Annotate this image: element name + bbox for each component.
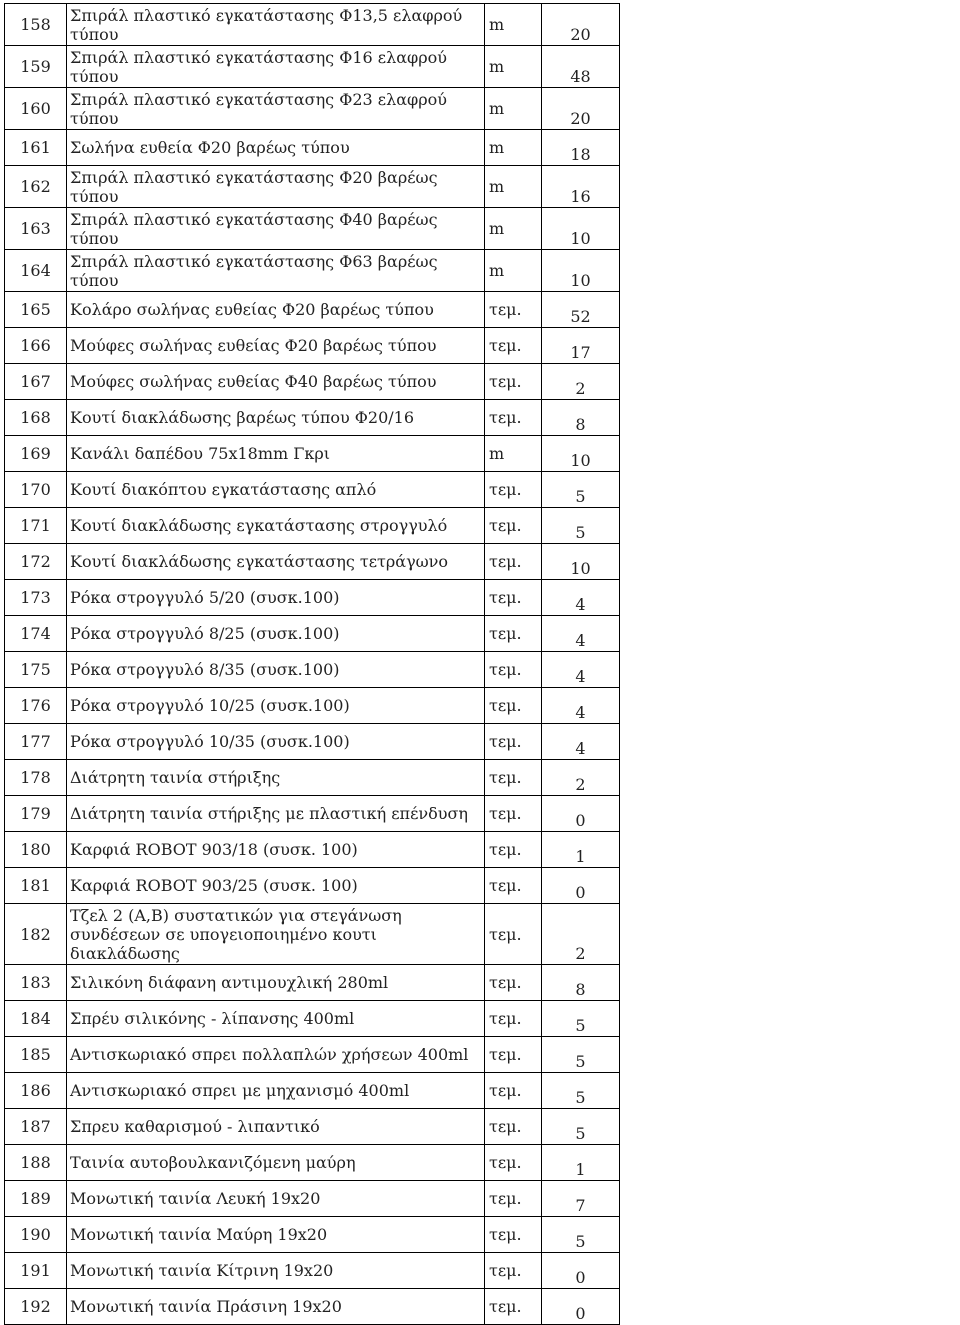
item-description: Σπιράλ πλαστικό εγκατάστασης Φ63 βαρέως τύπου [67,250,485,292]
item-unit: τεμ. [485,472,542,508]
item-quantity: 4 [542,616,620,652]
table-row [5,88,620,130]
item-quantity: 2 [542,364,620,400]
item-number: 179 [5,796,67,832]
item-quantity: 17 [542,328,620,364]
item-unit: τεμ. [485,1217,542,1253]
table-row [5,46,620,88]
item-description: Ρόκα στρογγυλό 10/35 (συσκ.100) [67,724,485,760]
item-number: 185 [5,1037,67,1073]
item-unit: τεμ. [485,688,542,724]
item-unit: τεμ. [485,1073,542,1109]
item-number: 191 [5,1253,67,1289]
table-row [5,868,620,904]
item-unit: τεμ. [485,904,542,965]
item-description: Κουτί διακόπτου εγκατάστασης απλό [67,472,485,508]
item-description: Κολάρο σωλήνας ευθείας Φ20 βαρέως τύπου [67,292,485,328]
table-row [5,965,620,1001]
item-quantity: 0 [542,868,620,904]
table-row [5,1217,620,1253]
table-row [5,652,620,688]
item-unit: m [485,166,542,208]
item-number: 189 [5,1181,67,1217]
item-description: Καρφιά ROBOT 903/25 (συσκ. 100) [67,868,485,904]
item-unit: m [485,46,542,88]
item-quantity: 2 [542,760,620,796]
item-unit: m [485,436,542,472]
item-quantity: 1 [542,1145,620,1181]
item-number: 166 [5,328,67,364]
item-description: Κουτί διακλάδωσης εγκατάστασης στρογγυλό [67,508,485,544]
item-quantity: 10 [542,208,620,250]
item-unit: τεμ. [485,1253,542,1289]
item-number: 173 [5,580,67,616]
item-description: Σπιράλ πλαστικό εγκατάστασης Φ13,5 ελαφρού τύπου [67,4,485,46]
table-row [5,250,620,292]
table-row [5,1037,620,1073]
item-quantity: 1 [542,832,620,868]
table-row [5,904,620,965]
item-number: 180 [5,832,67,868]
item-unit: τεμ. [485,1181,542,1217]
item-description: Διάτρητη ταινία στήριξης με πλαστική επένδυση [67,796,485,832]
item-description: Καρφιά ROBOT 903/18 (συσκ. 100) [67,832,485,868]
item-description: Ρόκα στρογγυλό 5/20 (συσκ.100) [67,580,485,616]
item-number: 168 [5,400,67,436]
item-quantity: 0 [542,796,620,832]
item-number: 175 [5,652,67,688]
table-row [5,4,620,46]
table-row [5,760,620,796]
item-description: Μούφες σωλήνας ευθείας Φ40 βαρέως τύπου [67,364,485,400]
item-unit: τεμ. [485,965,542,1001]
item-unit: τεμ. [485,292,542,328]
item-description: Ρόκα στρογγυλό 10/25 (συσκ.100) [67,688,485,724]
table-row [5,1109,620,1145]
item-quantity: 20 [542,4,620,46]
item-number: 159 [5,46,67,88]
item-unit: m [485,208,542,250]
item-quantity: 0 [542,1253,620,1289]
item-description: Ρόκα στρογγυλό 8/25 (συσκ.100) [67,616,485,652]
table-row [5,208,620,250]
table-row [5,166,620,208]
item-unit: τεμ. [485,760,542,796]
item-quantity: 5 [542,1037,620,1073]
item-description: Μονωτική ταινία Μαύρη 19x20 [67,1217,485,1253]
item-unit: m [485,4,542,46]
item-unit: τεμ. [485,1001,542,1037]
table-row [5,472,620,508]
item-number: 181 [5,868,67,904]
item-quantity: 10 [542,544,620,580]
table-row [5,1289,620,1325]
item-quantity: 16 [542,166,620,208]
item-number: 186 [5,1073,67,1109]
item-number: 184 [5,1001,67,1037]
item-number: 167 [5,364,67,400]
item-number: 172 [5,544,67,580]
item-unit: τεμ. [485,724,542,760]
item-number: 183 [5,965,67,1001]
item-description: Ταινία αυτοβουλκανιζόμενη μαύρη [67,1145,485,1181]
item-number: 158 [5,4,67,46]
table-row [5,1181,620,1217]
table-row [5,1073,620,1109]
materials-table [4,3,620,1325]
item-quantity: 4 [542,688,620,724]
item-number: 170 [5,472,67,508]
table-row [5,364,620,400]
materials-table-body [5,4,620,1325]
item-number: 188 [5,1145,67,1181]
item-number: 169 [5,436,67,472]
item-unit: m [485,88,542,130]
item-number: 163 [5,208,67,250]
item-unit: τεμ. [485,508,542,544]
item-description: Σπιράλ πλαστικό εγκατάστασης Φ40 βαρέως τύπου [67,208,485,250]
table-row [5,688,620,724]
item-number: 174 [5,616,67,652]
item-number: 178 [5,760,67,796]
item-unit: τεμ. [485,328,542,364]
item-number: 192 [5,1289,67,1325]
item-unit: τεμ. [485,580,542,616]
item-quantity: 4 [542,580,620,616]
item-description: Μονωτική ταινία Πράσινη 19x20 [67,1289,485,1325]
item-description: Ρόκα στρογγυλό 8/35 (συσκ.100) [67,652,485,688]
item-description: Κουτί διακλάδωσης εγκατάστασης τετράγωνο [67,544,485,580]
table-row [5,580,620,616]
item-quantity: 8 [542,965,620,1001]
item-quantity: 10 [542,250,620,292]
item-description: Διάτρητη ταινία στήριξης [67,760,485,796]
item-unit: τεμ. [485,1145,542,1181]
item-number: 187 [5,1109,67,1145]
item-number: 165 [5,292,67,328]
item-number: 162 [5,166,67,208]
item-description: Αντισκωριακό σπρει με μηχανισμό 400ml [67,1073,485,1109]
item-description: Σπιράλ πλαστικό εγκατάστασης Φ16 ελαφρού τύπου [67,46,485,88]
item-unit: τεμ. [485,1037,542,1073]
item-quantity: 2 [542,904,620,965]
item-quantity: 10 [542,436,620,472]
item-description: Σπιράλ πλαστικό εγκατάστασης Φ23 ελαφρού τύπου [67,88,485,130]
table-row [5,130,620,166]
item-unit: τεμ. [485,796,542,832]
table-row [5,1253,620,1289]
table-row [5,400,620,436]
item-number: 176 [5,688,67,724]
table-row [5,616,620,652]
item-unit: τεμ. [485,832,542,868]
item-number: 182 [5,904,67,965]
item-quantity: 5 [542,508,620,544]
item-quantity: 52 [542,292,620,328]
item-unit: τεμ. [485,400,542,436]
table-row [5,796,620,832]
table-row [5,436,620,472]
item-unit: m [485,250,542,292]
item-quantity: 7 [542,1181,620,1217]
item-unit: τεμ. [485,364,542,400]
item-unit: τεμ. [485,652,542,688]
item-unit: τεμ. [485,1109,542,1145]
item-quantity: 8 [542,400,620,436]
table-row [5,832,620,868]
table-row [5,724,620,760]
item-quantity: 4 [542,652,620,688]
item-unit: τεμ. [485,616,542,652]
item-description: Σπρέυ σιλικόνης - λίπανσης 400ml [67,1001,485,1037]
item-description: Κανάλι δαπέδου 75x18mm Γκρι [67,436,485,472]
table-row [5,544,620,580]
item-unit: τεμ. [485,1289,542,1325]
item-quantity: 5 [542,472,620,508]
item-unit: τεμ. [485,868,542,904]
item-description: Μονωτική ταινία Λευκή 19x20 [67,1181,485,1217]
item-quantity: 5 [542,1109,620,1145]
item-quantity: 0 [542,1289,620,1325]
item-number: 161 [5,130,67,166]
item-unit: τεμ. [485,544,542,580]
item-description: Αντισκωριακό σπρει πολλαπλών χρήσεων 400ml [67,1037,485,1073]
item-unit: m [485,130,542,166]
item-quantity: 5 [542,1073,620,1109]
item-description: Σπρευ καθαρισμού - λιπαντικό [67,1109,485,1145]
item-description: Μούφες σωλήνας ευθείας Φ20 βαρέως τύπου [67,328,485,364]
table-row [5,328,620,364]
table-row [5,508,620,544]
item-description: Σωλήνα ευθεία Φ20 βαρέως τύπου [67,130,485,166]
item-number: 164 [5,250,67,292]
item-quantity: 5 [542,1217,620,1253]
item-quantity: 5 [542,1001,620,1037]
table-row [5,1145,620,1181]
item-number: 160 [5,88,67,130]
item-quantity: 18 [542,130,620,166]
item-description: Κουτί διακλάδωσης βαρέως τύπου Φ20/16 [67,400,485,436]
item-number: 171 [5,508,67,544]
table-row [5,1001,620,1037]
item-quantity: 4 [542,724,620,760]
item-number: 190 [5,1217,67,1253]
item-description: Μονωτική ταινία Κίτρινη 19x20 [67,1253,485,1289]
item-number: 177 [5,724,67,760]
item-quantity: 20 [542,88,620,130]
item-description: Τζελ 2 (Α,Β) συστατικών για στεγάνωση συνδέσεων σε υπογειοποιημένο κουτι διακλάδωσης [67,904,485,965]
item-quantity: 48 [542,46,620,88]
table-row [5,292,620,328]
item-description: Σιλικόνη διάφανη αντιμουχλική 280ml [67,965,485,1001]
item-description: Σπιράλ πλαστικό εγκατάστασης Φ20 βαρέως τύπου [67,166,485,208]
